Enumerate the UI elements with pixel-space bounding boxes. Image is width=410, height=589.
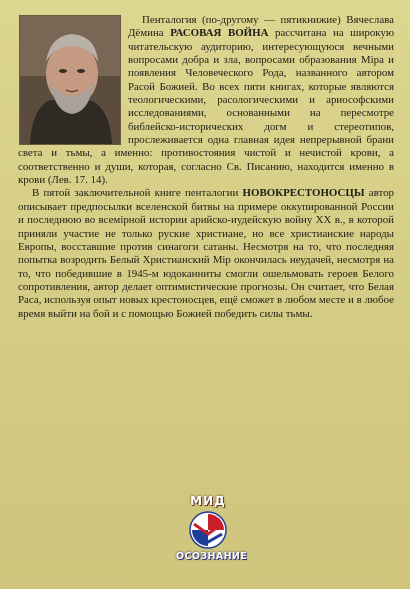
book-title-new-crusaders: НОВОКРЕСТОНОСЦЫ: [242, 187, 365, 200]
publisher-emblem-icon: [188, 510, 228, 550]
book-title-racial-war: РАСОВАЯ ВОЙНА: [170, 27, 269, 40]
paragraph-1-body: рассчитана на широкую читательскую аудиторию, интересующуюся вечными вопросами добра и зла, вопросами образования Міра и появления Человеческого Рода, названного автором Расой Божией. Во всех пяти книгах, которые являются теологическими, расологическими и ариософскими исследованиями, основанными на пересмотре библейско-исторических догм и стереотипов, прослеживается одна главная идея непрерывной брани света и тьмы, а именно: противостояния чистой и нечистой крови, а соответственно и души, которая, согласно Св. Писанию, находится именно в крови (Лев. 17. 14).: [18, 27, 395, 187]
paragraph-2-intro: В пятой заключительной книге пенталогии: [32, 187, 243, 200]
annotation-text: [18, 14, 394, 321]
paragraph-1-intro: Пенталогия (по-другому — пятикнижие) Вячеслава Дёмина: [128, 14, 394, 40]
paragraph-2-body: автор описывает предпосылки вселенской битвы на примере оккупированной России и последнюю во всемірной истории арийско-иудейскую войну XX в., в которой приняли участие не только руские христиане, но все христианские народы Европы, восставшие против синагоги сатаны. Несмотря на то, что последняя попытка возродить Белый Христианский Мір окончилась неудачей, несмотря на то, что победившие в 1945-м юдоканниты смогли ошельмовать героев Белого сопротивления, автор делает оптимистические прогнозы. Он считает, что Белая Раса, используя опыт новых крестоносцев, ещё сможет в любом месте и в любое время выйти на бой и с помощью Божией победить силы тьмы.: [18, 187, 394, 320]
publisher-logo: [176, 494, 248, 586]
photo-wrap-space: [18, 14, 128, 146]
publisher-logo-bottom-text: ОСОЗНАНИЕ: [176, 551, 248, 562]
publisher-logo-top-text: МИД: [190, 494, 226, 508]
paragraph-2: [18, 187, 394, 320]
